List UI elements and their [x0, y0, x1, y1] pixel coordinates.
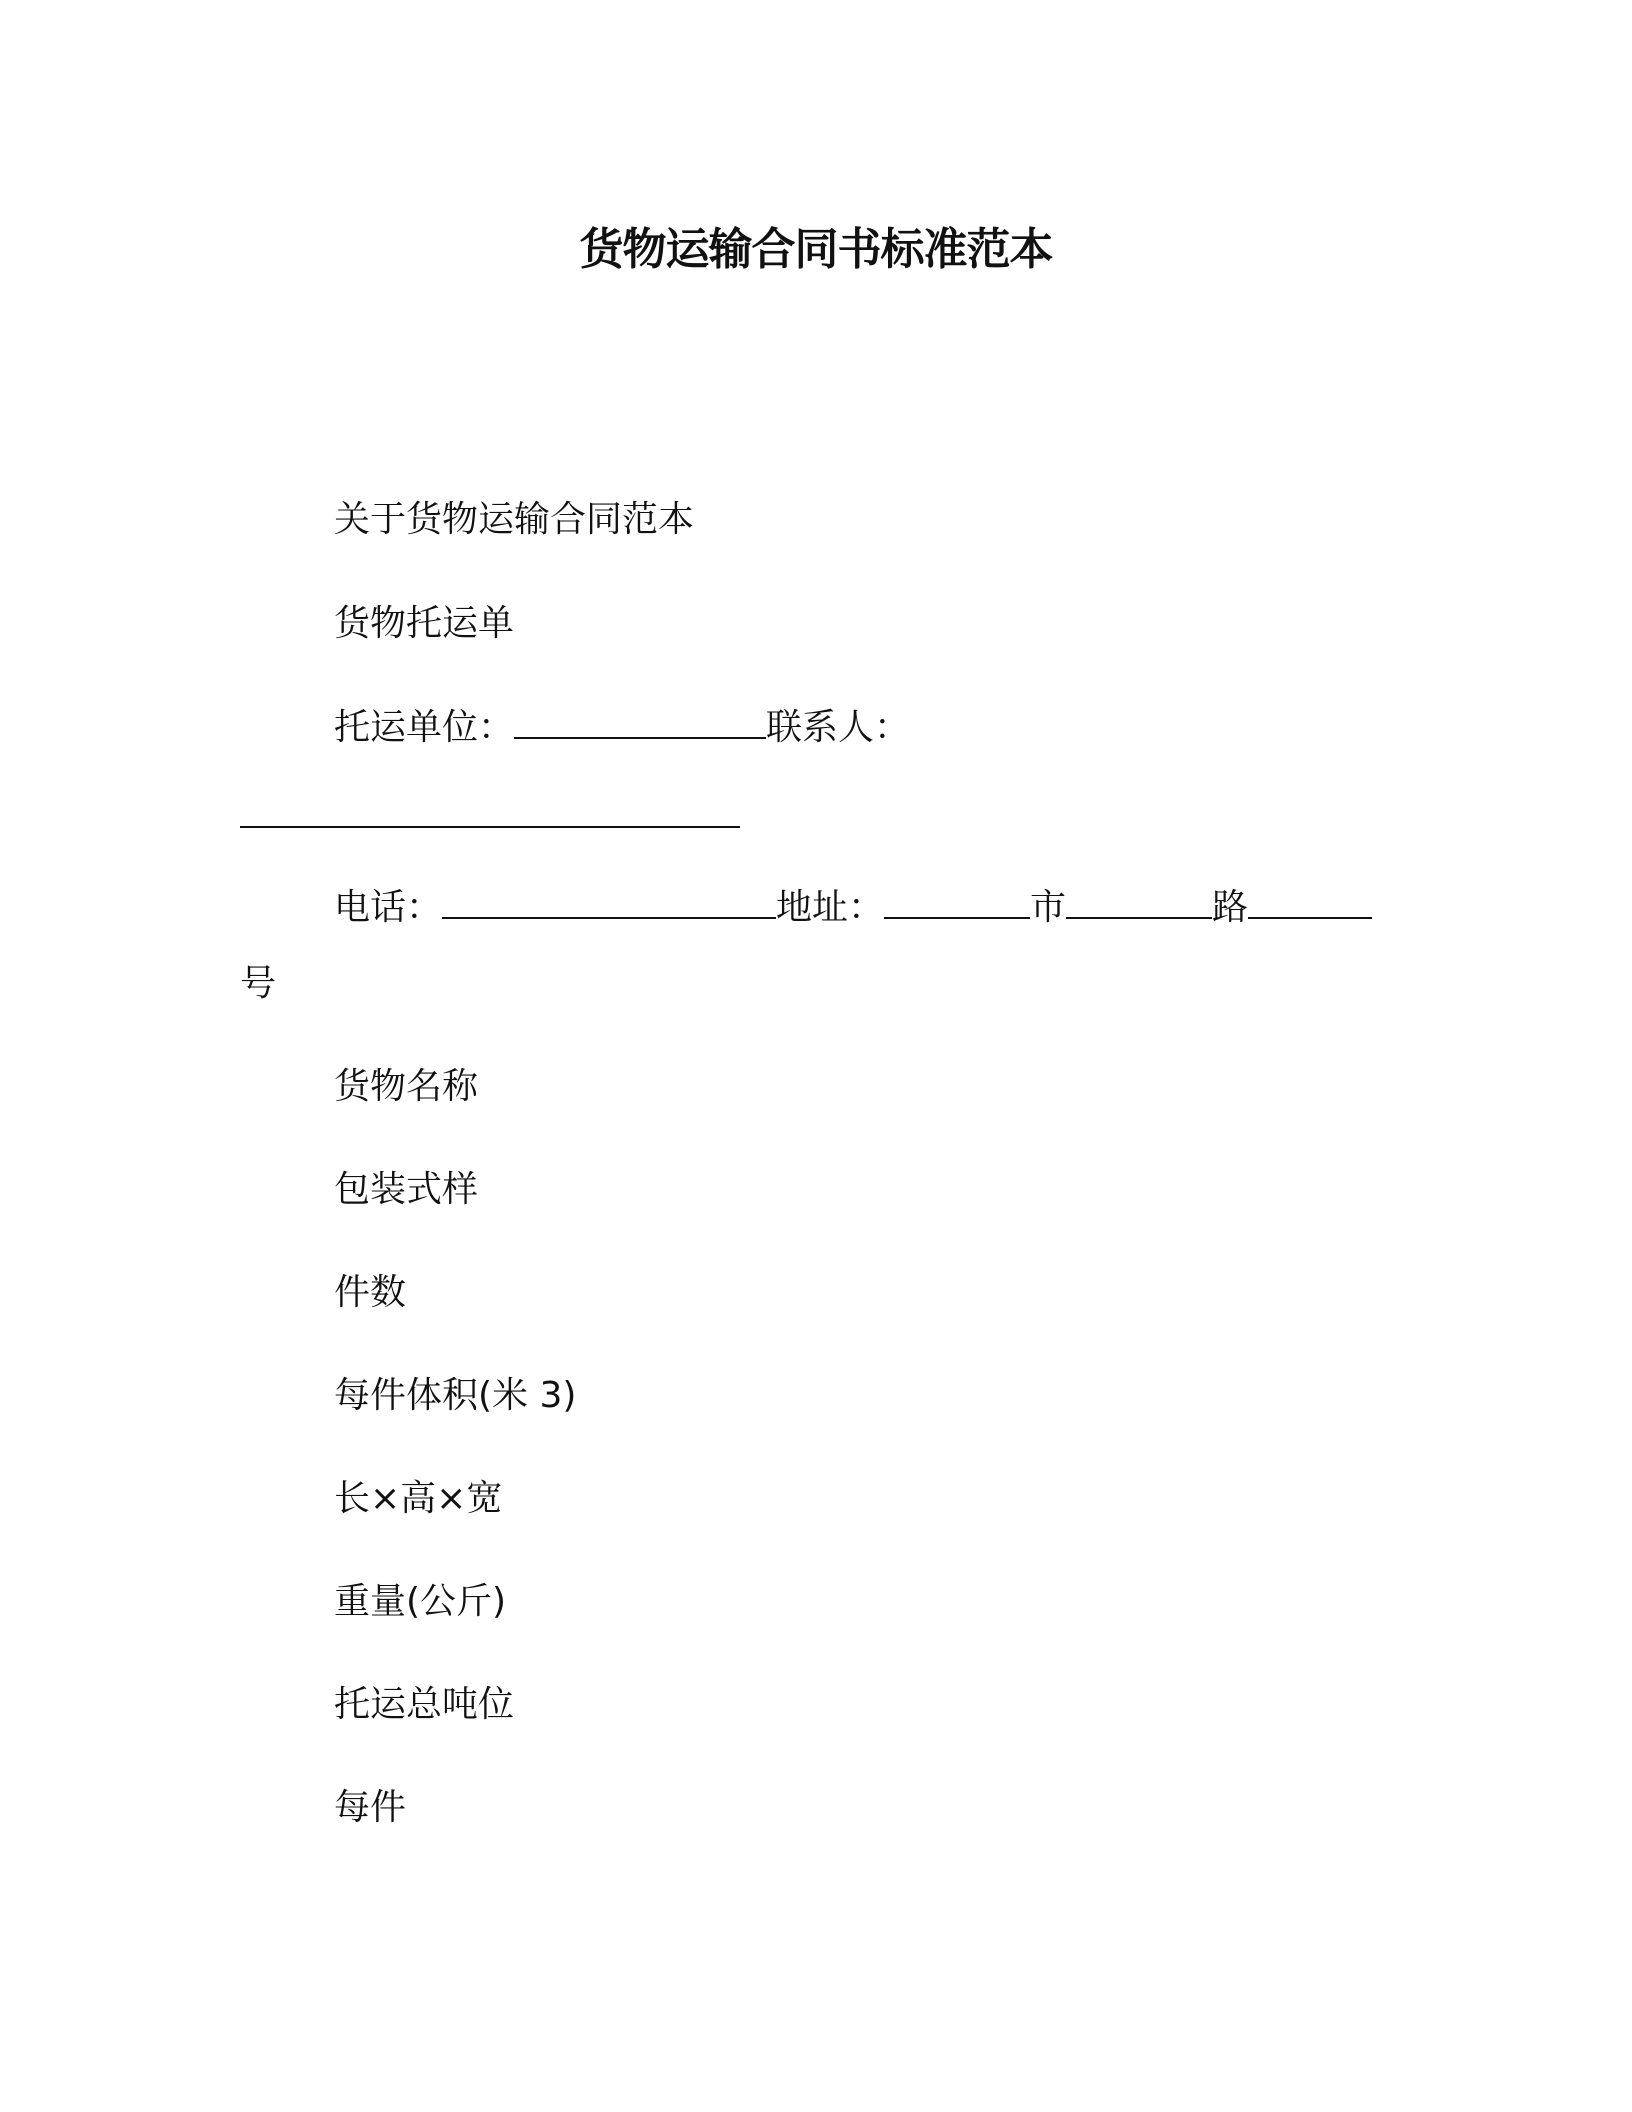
number-blank[interactable] — [1248, 883, 1372, 919]
form-heading: 货物托运单 — [334, 603, 515, 644]
phone-label: 电话： — [334, 887, 443, 928]
contact-person-blank[interactable] — [240, 792, 740, 828]
field-weight: 重量(公斤) — [334, 1581, 507, 1622]
phone-address-line — [334, 883, 1372, 932]
intro-heading: 关于货物运输合同范本 — [334, 499, 695, 540]
contact-person-label: 联系人： — [766, 707, 911, 748]
field-total-tonnage: 托运总吨位 — [334, 1684, 515, 1725]
shipper-unit-label: 托运单位： — [334, 707, 515, 748]
contact-person-line — [240, 792, 740, 841]
shipper-line — [334, 703, 910, 752]
shipper-unit-blank[interactable] — [514, 703, 766, 739]
field-goods-name: 货物名称 — [334, 1066, 479, 1107]
number-label: 号 — [240, 963, 277, 1004]
city-blank[interactable] — [884, 883, 1030, 919]
field-volume-per-piece: 每件体积(米 3) — [334, 1375, 577, 1416]
field-piece-count: 件数 — [334, 1272, 407, 1313]
address-label: 地址： — [776, 887, 885, 928]
field-dimensions: 长×高×宽 — [334, 1478, 503, 1519]
road-blank[interactable] — [1066, 883, 1212, 919]
document-title: 货物运输合同书标准范本 — [579, 224, 1053, 275]
city-label: 市 — [1030, 887, 1067, 928]
field-packaging-style: 包装式样 — [334, 1169, 479, 1210]
road-label: 路 — [1212, 887, 1249, 928]
phone-blank[interactable] — [442, 883, 776, 919]
field-each-piece: 每件 — [334, 1787, 407, 1828]
